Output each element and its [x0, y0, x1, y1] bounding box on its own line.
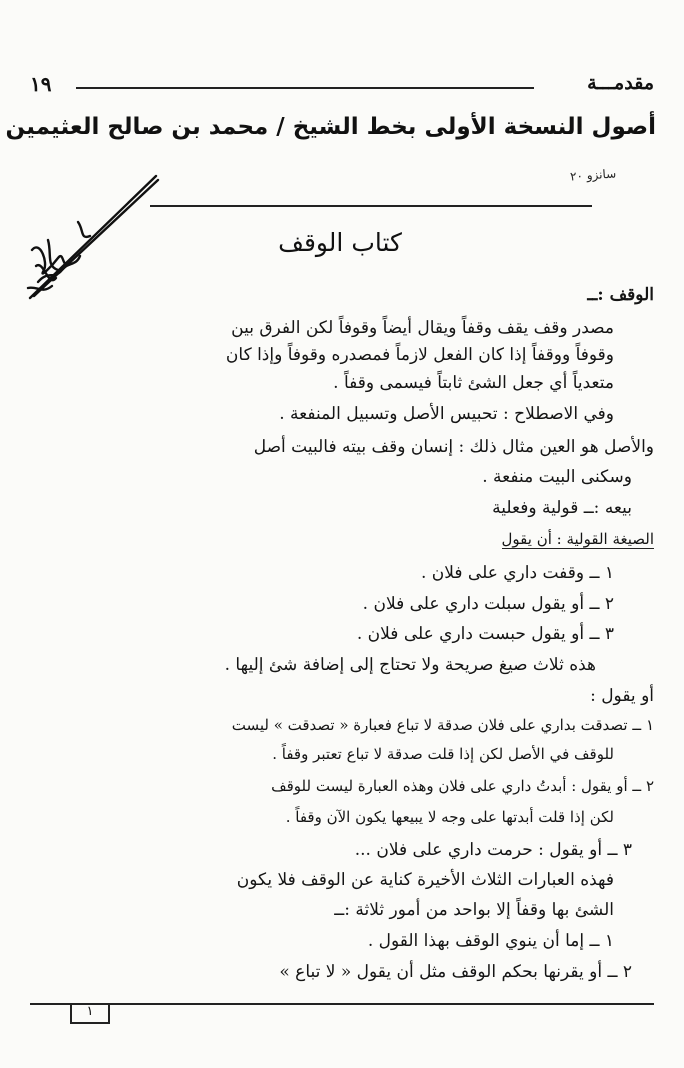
subheading-line	[22, 530, 654, 548]
document-title: أصول النسخة الأولى بخط الشيخ / محمد بن صالح العثيمين	[5, 114, 656, 140]
running-title: مقدمـــة	[587, 72, 654, 94]
subheading: الصيغة القولية : أن يقول	[501, 530, 654, 548]
text-line: وسكنى البيت منفعة .	[482, 467, 632, 487]
list-item: ٢ ــ أو يقول سبلت داري على فلان .	[362, 594, 614, 614]
text-line: مصدر وقف يقف وقفاً ويقال أيضاً وقوفاً لكن الفرق بين	[231, 318, 614, 338]
footer-rule	[30, 1003, 654, 1005]
folio-number: ١	[70, 1004, 110, 1024]
section-heading: الوقف :ــ	[587, 285, 654, 305]
text-line: للوقف في الأصل لكن إذا قلت صدقة لا تباع تعتبر وقفاً .	[272, 745, 614, 763]
text-line: الشئ بها وقفاً إلا بواحد من أمور ثلاثة :ــ	[334, 900, 614, 920]
text-line: وقوفاً ووقفاً إذا كان الفعل لازماً فمصدره وقوفاً وإذا كان	[225, 345, 614, 365]
text-line: فهذه العبارات الثلاث الأخيرة كناية عن الوقف فلا يكون	[236, 870, 614, 890]
list-item: ١ ــ وقفت داري على فلان .	[420, 563, 614, 583]
list-item: ٢ ــ أو يقرنها بحكم الوقف مثل أن يقول « لا تباع »	[279, 962, 632, 982]
text-line: هذه ثلاث صيغ صريحة ولا تحتاج إلى إضافة شئ إليها .	[224, 655, 596, 675]
text-line: متعدياً أي جعل الشئ ثابتاً فيسمى وقفاً .	[333, 373, 614, 393]
list-item: ١ ــ إما أن ينوي الوقف بهذا القول .	[367, 931, 614, 951]
list-item: ٣ ــ أو يقول : حرمت داري على فلان ...	[354, 840, 632, 860]
page-number: ١٩	[30, 72, 52, 96]
manuscript-text	[5, 0, 656, 1068]
text-line: بيعه :ــ قولية وفعلية	[492, 498, 632, 518]
book-title: كتاب الوقف	[278, 228, 402, 257]
list-item: ١ ــ تصدقت بداري على فلان صدقة لا تباع فعبارة « تصدقت » ليست	[231, 716, 654, 734]
margin-note: سانزو ٢٠	[569, 166, 617, 184]
text-line: والأصل هو العين مثال ذلك : إنسان وقف بيته فالبيت أصل	[253, 437, 654, 457]
text-line: لكن إذا قلت أبدتها على وجه لا يبيعها يكون الآن وقفاً .	[285, 808, 614, 826]
list-item: ٣ ــ أو يقول حبست داري على فلان .	[356, 624, 614, 644]
text-line: وفي الاصطلاح : تحبيس الأصل وتسبيل المنفعة .	[279, 404, 614, 424]
list-item: ٢ ــ أو يقول : أبدتُ داري على فلان وهذه العبارة ليست للوقف	[271, 777, 654, 795]
text-line: أو يقول :	[590, 686, 654, 706]
